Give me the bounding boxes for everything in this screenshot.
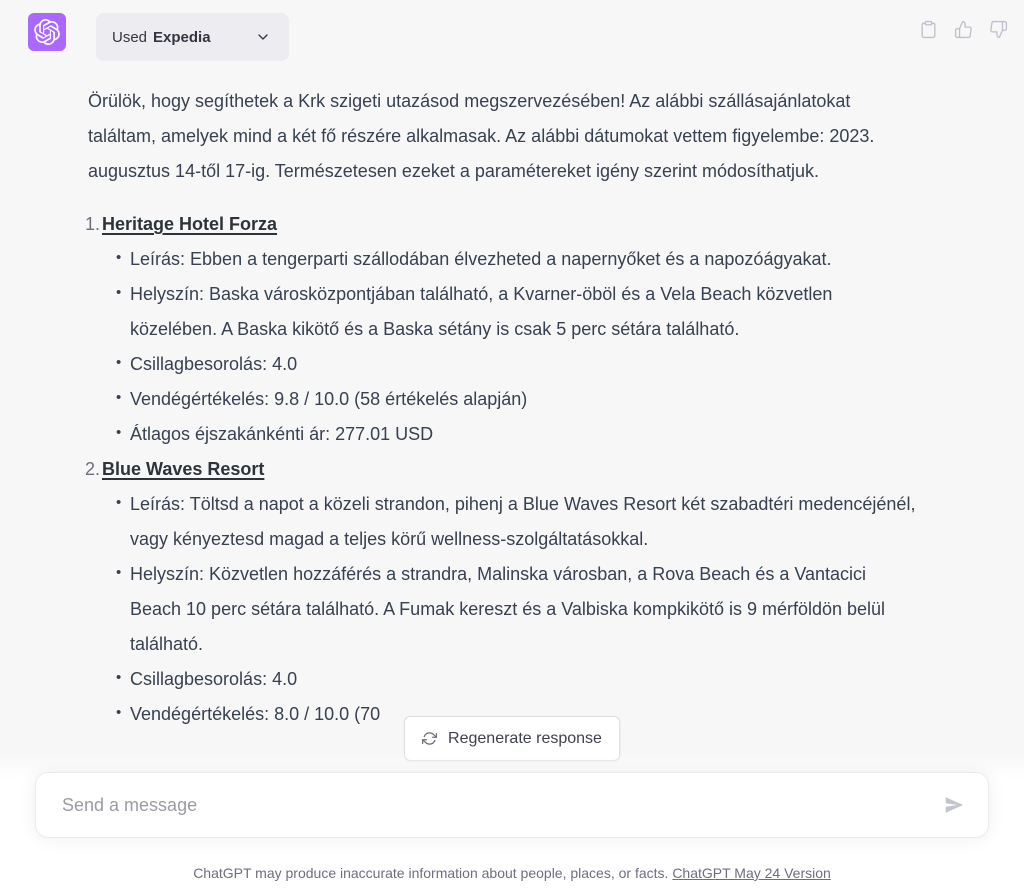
hotel-number: 1.: [85, 214, 101, 234]
plugin-name: Expedia: [153, 28, 211, 46]
hotel-details: [85, 487, 920, 732]
regenerate-label: Regenerate response: [448, 729, 602, 747]
thumbs-down-button[interactable]: [988, 19, 1008, 39]
assistant-message-content: [85, 84, 920, 732]
hotel-number: 2.: [85, 459, 101, 479]
hotel-detail: • Vendégértékelés: 9.8 / 10.0 (58 értékelés alapján): [130, 382, 920, 417]
thumbs-down-icon: [989, 20, 1008, 39]
send-icon: [943, 794, 965, 816]
hotel-detail: • Leírás: Töltsd a napot a közeli strandon, pihenj a Blue Waves Resort két szabadtéri medencéjénél, vagy kényeztesd magad a teljes körű wellness-szolgáltatásokkal.: [130, 487, 920, 557]
footer-disclaimer: ChatGPT may produce inaccurate information about people, places, or facts.: [193, 865, 669, 881]
hotel-detail: • Csillagbesorolás: 4.0: [130, 662, 920, 697]
plugin-used-prefix: Used: [112, 28, 148, 46]
regenerate-icon: [422, 731, 437, 746]
hotel-detail: • Átlagos éjszakánkénti ár: 277.01 USD: [130, 417, 920, 452]
chatgpt-avatar: [28, 13, 66, 51]
hotel-detail: • Vendégértékelés: 8.0 / 10.0 (70: [130, 697, 920, 732]
plugin-used-button[interactable]: [96, 13, 289, 61]
hotel-name-link[interactable]: Heritage Hotel Forza: [102, 214, 278, 234]
message-composer: [35, 772, 989, 838]
hotel-detail: • Leírás: Ebben a tengerparti szállodában élvezheted a napernyőket és a napozóágyakat.: [130, 242, 920, 277]
message-input[interactable]: [36, 773, 988, 837]
chevron-down-icon: [255, 29, 271, 45]
footer: [0, 865, 1024, 881]
composer-area: [0, 752, 1024, 892]
thumbs-up-button[interactable]: [953, 19, 973, 39]
hotel-detail: • Csillagbesorolás: 4.0: [130, 347, 920, 382]
footer-version-link[interactable]: ChatGPT May 24 Version: [672, 865, 831, 881]
hotel-item: [85, 207, 920, 452]
message-actions: [918, 19, 1008, 39]
intro-paragraph: Örülök, hogy segíthetek a Krk szigeti utazásod megszervezésében! Az alábbi szállásajánlatokat találtam, amelyek mind a két fő részére alkalmasak. Az alábbi dátumokat vettem figyelembe: 2023. augusztus 14-től 17-ig. Természetesen ezeket a paramétereket igény szerint módosíthatjuk.: [88, 91, 875, 181]
hotel-item: [85, 452, 920, 732]
copy-button[interactable]: [918, 19, 938, 39]
hotel-detail: • Helyszín: Baska városközpontjában található, a Kvarner-öböl és a Vela Beach közvetlen közelében. A Baska kikötő és a Baska sétány is csak 5 perc sétára található.: [130, 277, 920, 347]
openai-logo-icon: [34, 19, 60, 45]
hotel-detail: • Helyszín: Közvetlen hozzáférés a strandra, Malinska városban, a Rova Beach és a Vantacici Beach 10 perc sétára található. A Fumak kereszt és a Valbiska kompkikötő is 9 mérföldön belül található.: [130, 557, 920, 662]
hotel-details: [85, 242, 920, 452]
copy-icon: [919, 20, 938, 39]
thumbs-up-icon: [954, 20, 973, 39]
send-button[interactable]: [936, 787, 972, 823]
hotel-list: [85, 207, 920, 732]
hotel-name-link[interactable]: Blue Waves Resort: [102, 459, 265, 479]
